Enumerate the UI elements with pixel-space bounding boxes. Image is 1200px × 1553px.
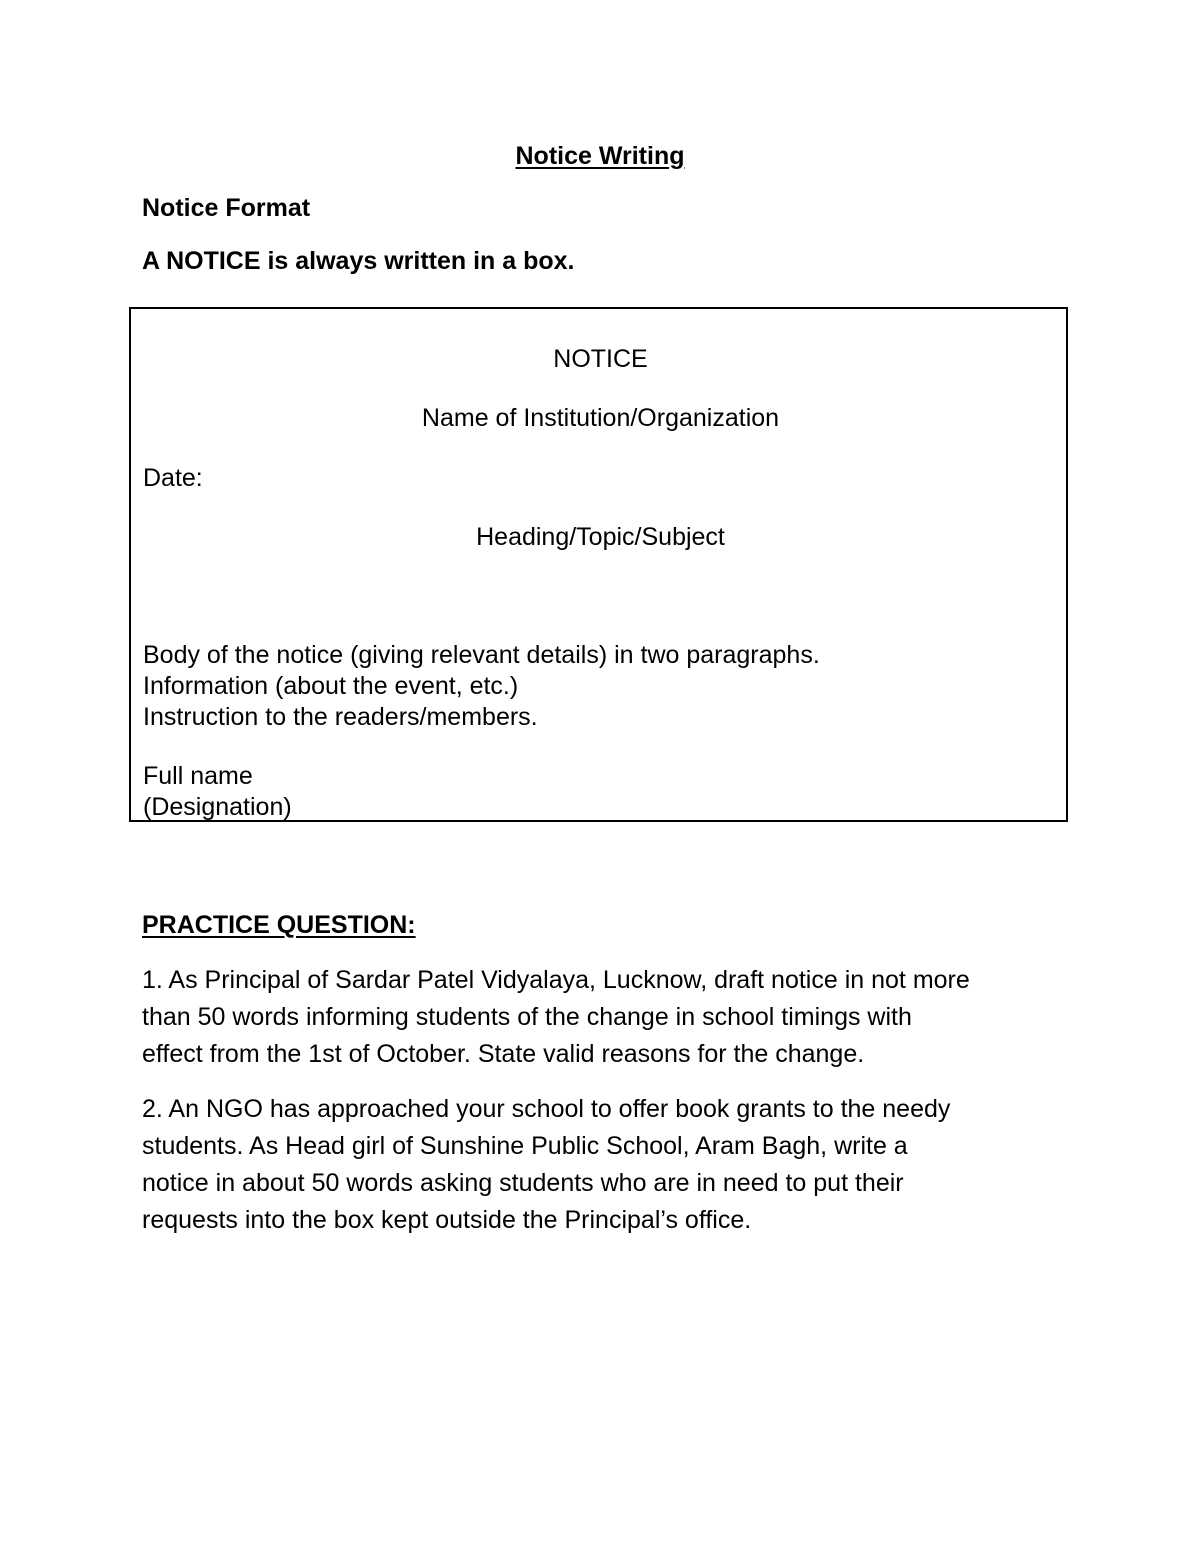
date-placeholder: Date:	[143, 464, 203, 492]
practice-question-1	[142, 962, 970, 1073]
practice-question-2	[142, 1091, 950, 1239]
format-intro: A NOTICE is always written in a box.	[142, 247, 575, 275]
document-title: Notice Writing	[515, 142, 685, 170]
question-line: 1. As Principal of Sardar Patel Vidyalaya, Lucknow, draft notice in not more	[142, 966, 970, 994]
signature-name: Full name	[143, 762, 253, 790]
body-line: Information (about the event, etc.)	[143, 672, 519, 700]
question-line: requests into the box kept outside the Principal’s office.	[142, 1206, 752, 1234]
notice-body-placeholder	[143, 640, 820, 733]
signature-designation: (Designation)	[143, 793, 292, 821]
question-line: effect from the 1st of October. State valid reasons for the change.	[142, 1040, 865, 1068]
notice-label: NOTICE	[553, 345, 648, 373]
question-line: notice in about 50 words asking students who are in need to put their	[142, 1169, 904, 1197]
practice-heading: PRACTICE QUESTION:	[142, 911, 416, 939]
question-line: than 50 words informing students of the change in school timings with	[142, 1003, 912, 1031]
format-heading: Notice Format	[142, 194, 311, 222]
question-line: students. As Head girl of Sunshine Public School, Aram Bagh, write a	[142, 1132, 908, 1160]
body-line: Body of the notice (giving relevant details) in two paragraphs.	[143, 641, 820, 669]
signature-placeholder	[143, 761, 292, 823]
notice-format-box	[129, 307, 1068, 822]
institution-placeholder: Name of Institution/Organization	[421, 404, 780, 432]
question-line: 2. An NGO has approached your school to offer book grants to the needy	[142, 1095, 951, 1123]
body-line: Instruction to the readers/members.	[143, 703, 538, 731]
heading-placeholder: Heading/Topic/Subject	[476, 523, 725, 551]
